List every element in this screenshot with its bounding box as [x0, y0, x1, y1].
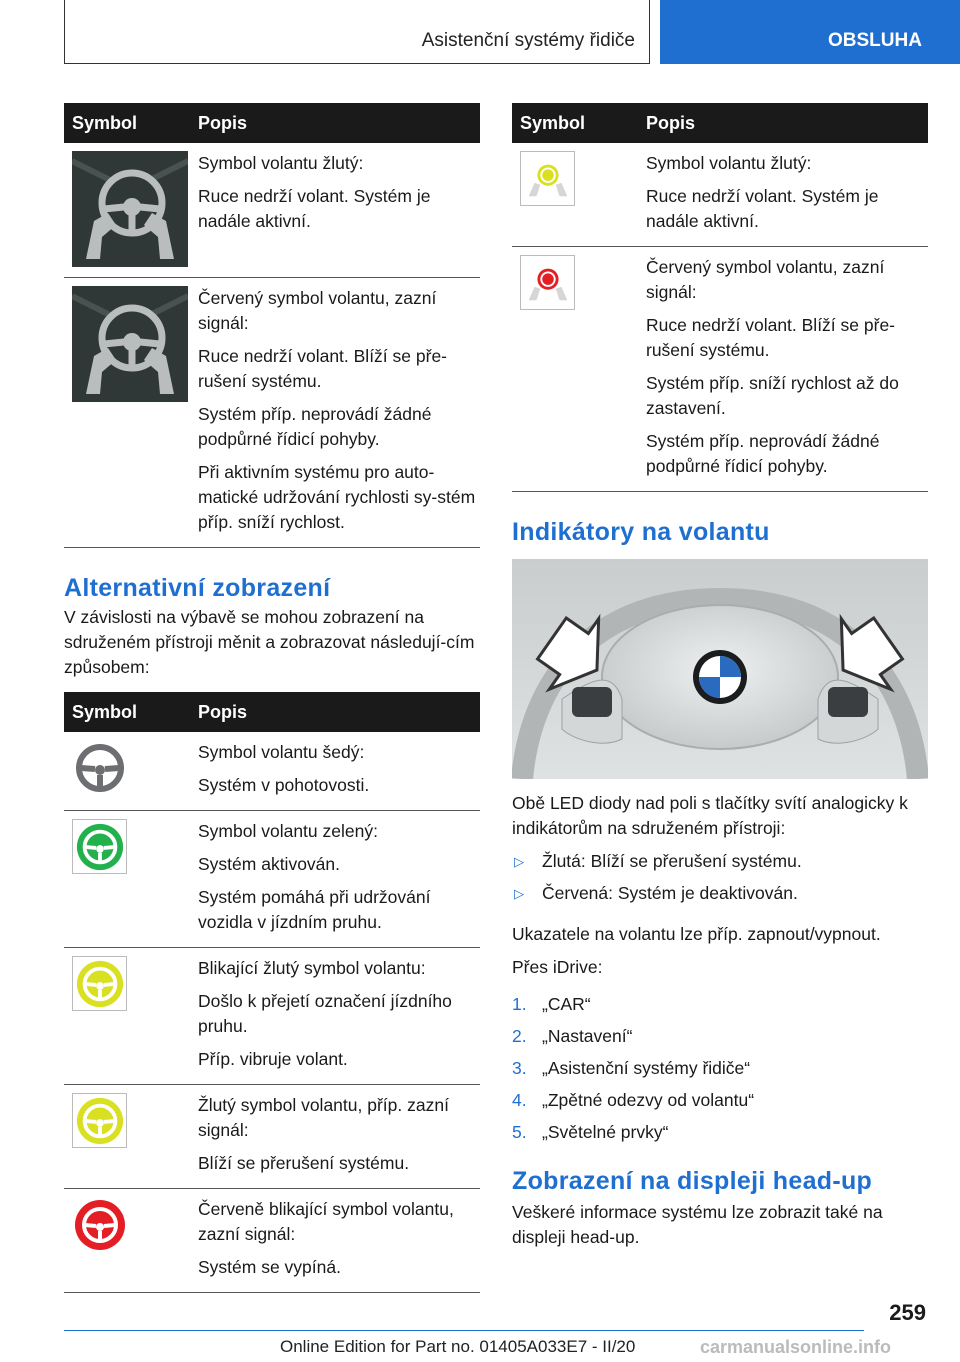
col-desc: Popis [188, 692, 480, 732]
wheel-via: Přes iDrive: [512, 957, 603, 977]
alt-intro: V závislosti na výbavě se mohou zobrazení na sdruženém přístroji měnit a zobrazovat následují‐cím způsobem: [64, 607, 475, 677]
right-column [512, 103, 928, 1250]
col-desc: Popis [188, 103, 480, 143]
hands-off-cluster-red-icon [72, 286, 188, 402]
list-item: ▷ Žlutá: Blíží se přerušení systému. [512, 849, 928, 874]
col-desc: Popis [636, 103, 928, 143]
row-text: Systém pomáhá při udržování vozidla v jízdním pruhu. [198, 887, 431, 932]
steering-wheel-red-flashing-icon [74, 1199, 126, 1251]
row-text: Došlo k přejetí označení jízdního pruhu. [198, 991, 452, 1036]
table-row [512, 143, 928, 247]
row-text: Systém se vypíná. [198, 1257, 341, 1277]
row-text: Systém příp. sníží rychlost až do zastavení. [646, 373, 899, 418]
table-row [64, 948, 480, 1085]
list-item: 3. „Asistenční systémy řidiče“ [512, 1058, 751, 1078]
row-title: Symbol volantu žlutý: [646, 153, 812, 173]
steering-wheel-yellow-flashing-icon [75, 959, 125, 1009]
steering-wheel-green-icon [75, 822, 125, 872]
row-text: Systém příp. neprovádí žádné podpůrné řídicí pohyby. [646, 431, 880, 476]
triangle-bullet-icon: ▷ [514, 854, 524, 869]
row-title: Červený symbol volantu, zazní signál: [198, 288, 437, 333]
wheel-note: Ukazatele na volantu lze příp. zapnout/vypnout. [512, 924, 881, 944]
col-symbol: Symbol [64, 103, 188, 143]
row-text: Blíží se přerušení systému. [198, 1153, 410, 1173]
row-text: Ruce nedrží volant. Systém je nadále aktivní. [198, 186, 431, 231]
row-text: Ruce nedrží volant. Blíží se pře‐rušení systému. [198, 346, 447, 391]
chapter-title: OBSLUHA [828, 30, 922, 51]
section-heading-wheel: Indikátory na volantu [512, 518, 770, 546]
list-item: ▷ Červená: Systém je deaktivován. [512, 881, 928, 906]
steering-wheel-grey-icon [74, 742, 126, 794]
row-text: Ruce nedrží volant. Blíží se pře‐rušení systému. [646, 315, 895, 360]
list-item: 1. „CAR“ [512, 994, 591, 1014]
steering-wheel-yellow-icon [75, 1096, 125, 1146]
table-row [512, 247, 928, 492]
row-title: Žlutý symbol volantu, příp. zazní signál: [198, 1095, 449, 1140]
row-title: Symbol volantu žlutý: [198, 153, 364, 173]
table-row [64, 1085, 480, 1189]
table-row [64, 143, 480, 278]
row-text: Systém aktivován. [198, 854, 340, 874]
hands-off-red-icon [523, 258, 573, 308]
footer-divider [64, 1330, 864, 1331]
row-title: Symbol volantu zelený: [198, 821, 378, 841]
steering-wheel-photo [512, 559, 928, 779]
triangle-bullet-icon: ▷ [514, 886, 524, 901]
hands-off-yellow-icon [523, 154, 573, 204]
table-row [64, 732, 480, 811]
row-text: Systém příp. neprovádí žádné podpůrné řídicí pohyby. [198, 404, 432, 449]
row-title: Symbol volantu šedý: [198, 742, 365, 762]
col-symbol: Symbol [512, 103, 636, 143]
hands-off-cluster-grey-icon [72, 151, 188, 267]
left-column [64, 103, 480, 1293]
row-text: Ruce nedrží volant. Systém je nadále aktivní. [646, 186, 879, 231]
symbol-table-hands-off [64, 103, 480, 548]
row-text: Příp. vibruje volant. [198, 1049, 348, 1069]
symbol-table-hands-off-alt [512, 103, 928, 492]
row-title: Červený symbol volantu, zazní signál: [646, 257, 885, 302]
footer-edition: Online Edition for Part no. 01405A033E7 - II/20 [280, 1337, 636, 1356]
section-heading-hud: Zobrazení na displeji head-up [512, 1167, 873, 1195]
row-title: Červeně blikající symbol volantu, zazní signál: [198, 1199, 454, 1244]
table-row [64, 278, 480, 548]
watermark: carmanualsonline.info [700, 1337, 892, 1357]
list-item: 5. „Světelné prvky“ [512, 1122, 669, 1142]
list-item: 2. „Nastavení“ [512, 1026, 633, 1046]
col-symbol: Symbol [64, 692, 188, 732]
hud-text: Veškeré informace systému lze zobrazit také na displeji head-up. [512, 1202, 883, 1247]
symbol-table-alt [64, 692, 480, 1293]
table-row [64, 1189, 480, 1293]
row-title: Blikající žlutý symbol volantu: [198, 958, 426, 978]
page-number: 259 [889, 1300, 926, 1325]
row-text: Systém v pohotovosti. [198, 775, 370, 795]
section-title: Asistenční systémy řidiče [421, 30, 635, 51]
header-section-box [64, 0, 650, 64]
wheel-desc: Obě LED diody nad poli s tlačítky svítí analogicky k indikátorům na sdruženém přístroji: [512, 793, 908, 838]
row-text: Při aktivním systému pro auto‐matické udržování rychlosti sy‐stém příp. sníží rychlost. [198, 462, 476, 532]
list-item: 4. „Zpětné odezvy od volantu“ [512, 1090, 755, 1110]
table-row [64, 811, 480, 948]
chapter-tab [660, 0, 960, 64]
section-heading-alt: Alternativní zobrazení [64, 574, 331, 602]
